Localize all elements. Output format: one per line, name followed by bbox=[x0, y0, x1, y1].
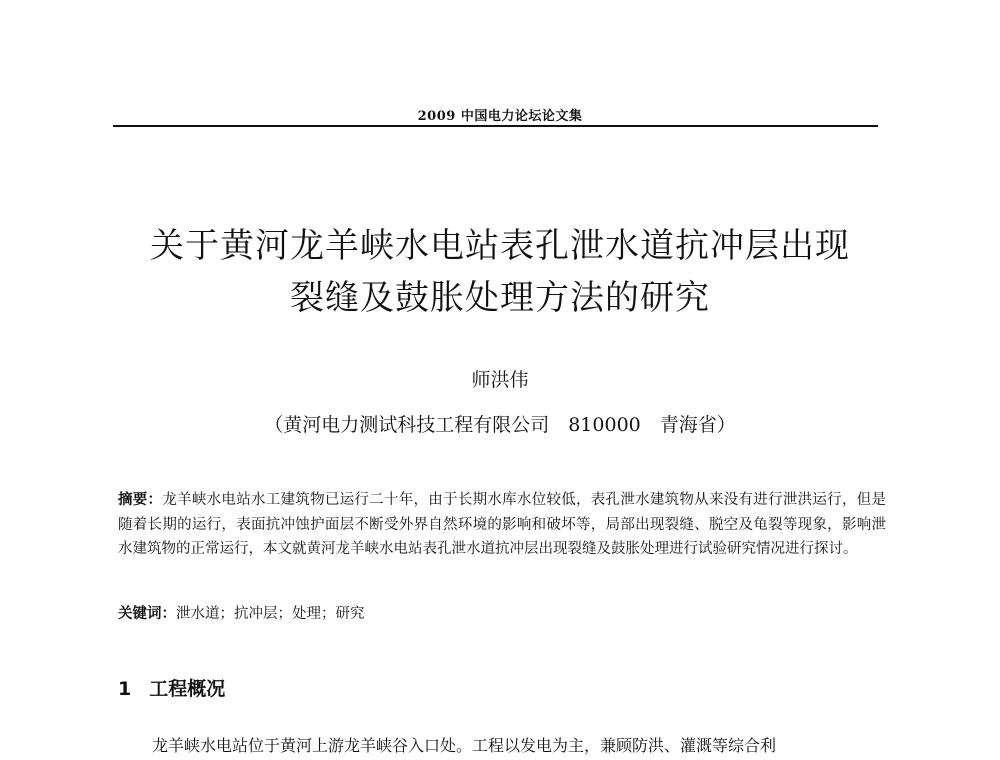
abstract bbox=[118, 488, 886, 562]
section-heading bbox=[118, 674, 225, 701]
section-number: 1 bbox=[118, 678, 132, 700]
keywords-text: 泄水道；抗冲层；处理；研究 bbox=[176, 606, 365, 622]
abstract-text: 龙羊峡水电站水工建筑物已运行二十年，由于长期水库水位较低，表孔泄水建筑物从来没有进行泄洪运行，但是随着长期的运行，表面抗冲蚀护面层不断受外界自然环境的影响和破坏等，局部出现裂缝、脱空及龟裂等现象，影响泄水建筑物的正常运行，本文就黄河龙羊峡水电站表孔泄水道抗冲层出现裂缝及鼓胀处理进行试验研究情况进行探讨。 bbox=[118, 492, 887, 557]
running-header: 2009 中国电力论坛论文集 bbox=[417, 109, 583, 124]
author-affiliation: （黄河电力测试科技工程有限公司 810000 青海省） bbox=[264, 414, 736, 436]
section-title: 工程概况 bbox=[149, 678, 226, 700]
paper-title-line-2: 裂缝及鼓胀处理方法的研究 bbox=[290, 278, 710, 318]
header-divider bbox=[113, 125, 878, 127]
body-paragraph: 龙羊峡水电站位于黄河上游龙羊峡谷入口处。工程以发电为主，兼顾防洪、灌溉等综合利 bbox=[152, 736, 777, 755]
keywords-label: 关键词： bbox=[118, 605, 176, 622]
abstract-label: 摘要： bbox=[118, 491, 163, 508]
keywords bbox=[118, 602, 886, 626]
paper-title-line-1: 关于黄河龙羊峡水电站表孔泄水道抗冲层出现 bbox=[150, 226, 850, 266]
author-name: 师洪伟 bbox=[471, 369, 529, 391]
paper-title bbox=[100, 220, 900, 324]
